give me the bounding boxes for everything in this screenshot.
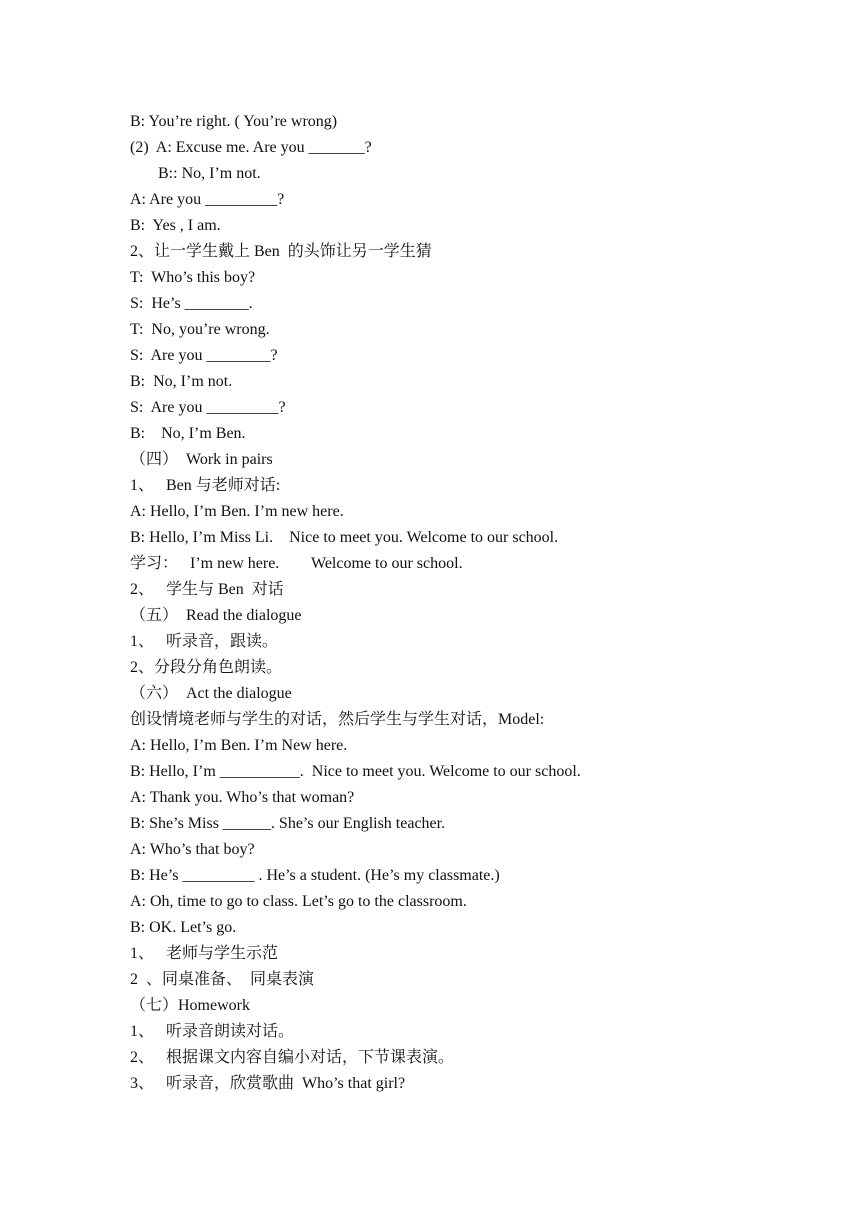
document-page [130, 109, 730, 1097]
text-line: T: No, you’re wrong. [130, 321, 270, 338]
text-line: B: No, I’m not. [130, 373, 233, 390]
section-heading: （五） Read the dialogue [130, 607, 302, 624]
text-line: A: Who’s that boy? [130, 841, 255, 858]
text-line: 2、 根据课文内容自编小对话，下节课表演。 [130, 1049, 455, 1066]
text-line: B:: No, I’m not. [130, 165, 261, 182]
text-line: 创设情境老师与学生的对话，然后学生与学生对话，Model: [130, 711, 545, 728]
section-heading: （七）Homework [130, 997, 250, 1014]
text-line: A: Hello, I’m Ben. I’m new here. [130, 503, 344, 520]
text-line: T: Who’s this boy? [130, 269, 256, 286]
text-line: B: Yes , I am. [130, 217, 221, 234]
text-line: 1、 Ben 与老师对话: [130, 477, 281, 494]
text-line: B: Hello, I’m Miss Li. Nice to meet you. Welcome to our school. [130, 529, 559, 546]
text-line: B: He’s _________ . He’s a student. (He’s my classmate.) [130, 867, 500, 884]
text-line: S: Are you ________? [130, 347, 278, 364]
text-line: (2) A: Excuse me. Are you _______? [130, 139, 372, 156]
text-line: S: Are you _________? [130, 399, 286, 416]
text-line: B: OK. Let’s go. [130, 919, 237, 936]
text-line: B: You’re right. ( You’re wrong) [130, 113, 338, 130]
section-heading: （六） Act the dialogue [130, 685, 292, 702]
text-line: 2、让一学生戴上 Ben 的头饰让另一学生猜 [130, 243, 432, 260]
text-line: B: She’s Miss ______. She’s our English teacher. [130, 815, 446, 832]
text-line: S: He’s ________. [130, 295, 253, 312]
text-line: 1、 老师与学生示范 [130, 945, 279, 962]
text-line: 2、分段分角色朗读。 [130, 659, 283, 676]
text-line: A: Thank you. Who’s that woman? [130, 789, 355, 806]
text-line: 2 、同桌准备、 同桌表演 [130, 971, 315, 988]
text-line: 2、 学生与 Ben 对话 [130, 581, 284, 598]
text-line: 1、 听录音朗读对话。 [130, 1023, 295, 1040]
text-line: 学习： I’m new here. Welcome to our school. [130, 555, 463, 572]
text-line: B: No, I’m Ben. [130, 425, 246, 442]
text-line: A: Hello, I’m Ben. I’m New here. [130, 737, 348, 754]
text-line: 1、 听录音，跟读。 [130, 633, 279, 650]
text-line: B: Hello, I’m __________. Nice to meet you. Welcome to our school. [130, 763, 581, 780]
text-line: 3、 听录音，欣赏歌曲 Who’s that girl? [130, 1075, 406, 1092]
text-line: A: Are you _________? [130, 191, 285, 208]
text-line: A: Oh, time to go to class. Let’s go to the classroom. [130, 893, 467, 910]
section-heading: （四） Work in pairs [130, 451, 273, 468]
